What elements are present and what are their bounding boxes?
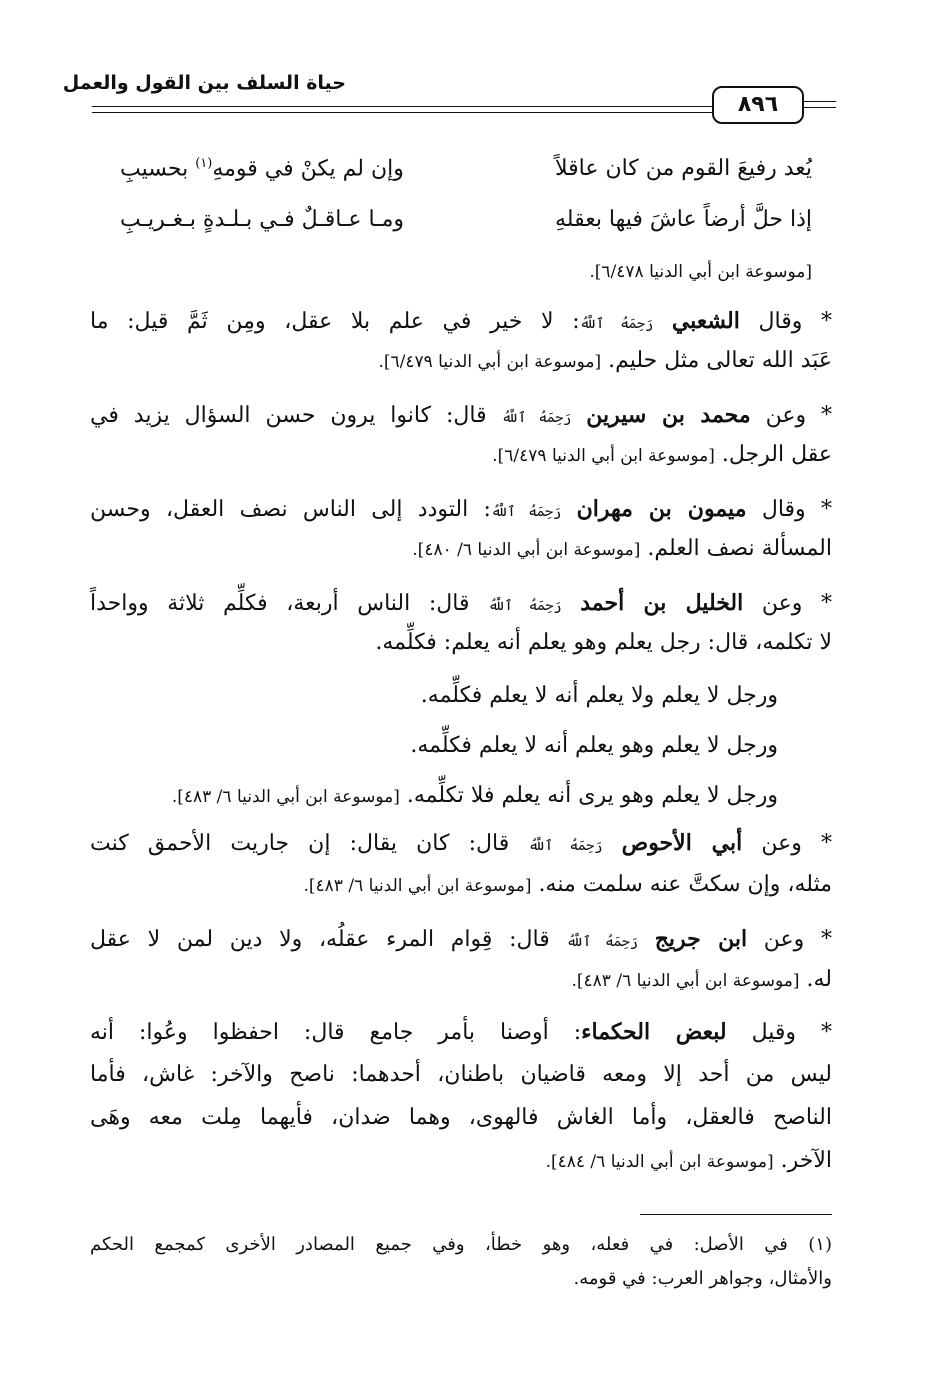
verse-reference: [موسوعة ابن أبي الدنيا ٦/٤٧٨]. <box>589 262 812 282</box>
honorific: رَحِمَهُ ٱللَّهُ <box>579 316 654 332</box>
header-rule <box>800 101 836 102</box>
paragraph-line: الآخر. [موسوعة ابن أبي الدنيا ٦/ ٤٨٤]. <box>545 1148 832 1173</box>
paragraph-line: ليس من أحد إلا ومعه قاضيان باطنان، أحدهما: ناصح والآخر: غاش، فأما <box>90 1062 832 1087</box>
footnote-line: والأمثال، وجواهر العرب: في قومه. <box>573 1268 832 1289</box>
paragraph-line: ورجل لا يعلم ولا يعلم أنه لا يعلم فكلِّمه. <box>420 683 778 708</box>
person-name: محمد بن سيرين <box>586 402 751 428</box>
person-name: لبعض الحكماء <box>581 1019 727 1045</box>
paragraph-line: لا تكلمه، قال: رجل يعلم وهو يعلم أنه يعلم: فكلِّمه. <box>375 630 832 655</box>
honorific: رَحِمَهُ ٱللَّهُ <box>528 838 603 854</box>
paragraph-line: * وعن ابن جريج رَحِمَهُ ٱللَّهُ قال: قِوام المرء عقلُه، ولا دين لمن لا عقل <box>90 926 832 952</box>
paragraph-line: ورجل لا يعلم وهو يرى أنه يعلم فلا تكلِّمه. [موسوعة ابن أبي الدنيا ٦/ ٤٨٣]. <box>171 783 778 808</box>
footnote-line: (١) في الأصل: في فعله، وهو خطأ، وفي جميع المصادر الأخرى كمجمع الحكم <box>90 1234 832 1255</box>
paragraph-line: له. [موسوعة ابن أبي الدنيا ٦/ ٤٨٣]. <box>571 967 832 992</box>
paragraph-line: * وقال ميمون بن مهران رَحِمَهُ ٱللَّهُ: التودد إلى الناس نصف العقل، وحسن <box>90 496 833 522</box>
verse-line-1-second-hemistich: وإن لم يكنْ في قومهِ$^{(١)}$ بحسيبِ <box>120 156 404 182</box>
paragraph-line: عَبَد الله تعالى مثل حليم. [موسوعة ابن أبي الدنيا ٦/٤٧٩]. <box>378 348 832 373</box>
header-rule <box>92 106 712 107</box>
paragraph-line: * وقيل لبعض الحكماء: أوصنا بأمر جامع قال: احفظوا وعُوا: أنه <box>90 1019 832 1045</box>
running-header-title: حياة السلف بين القول والعمل <box>62 72 346 94</box>
person-name: ميمون بن مهران <box>576 496 747 522</box>
source-reference: [موسوعة ابن أبي الدنيا ٦/ ٤٨٤]. <box>545 1152 774 1172</box>
honorific: رَحِمَهُ ٱللَّهُ <box>501 410 572 426</box>
verse-line-2-second-hemistich: ومـا عـاقـلٌ فـي بـلـدةٍ بـغـريـبِ <box>120 207 405 232</box>
verse-line-2-first-hemistich: إذا حلَّ أرضاً عاشَ فيها بعقلهِ <box>555 207 812 232</box>
paragraph-line: ورجل لا يعلم وهو يعلم أنه لا يعلم فكلِّمه. <box>410 733 778 758</box>
paragraph-line: المسألة نصف العلم. [موسوعة ابن أبي الدنيا ٦/ ٤٨٠]. <box>412 536 832 561</box>
paragraph-line: * وقال الشعبي رَحِمَهُ ٱللَّهُ: لا خير في علم بلا عقل، ومِن ثَمَّ قيل: ما <box>90 308 832 334</box>
paragraph-line: عقل الرجل. [موسوعة ابن أبي الدنيا ٦/٤٧٩]. <box>492 442 832 467</box>
honorific: رَحِمَهُ ٱللَّهُ <box>488 598 562 614</box>
paragraph-line: * وعن الخليل بن أحمد رَحِمَهُ ٱللَّهُ قال: الناس أربعة، فكلِّم ثلاثة وواحداً <box>90 590 832 616</box>
paragraph-line: الناصح فالعقل، وأما الغاش فالهوى، وهما ضدان، فأيهما مِلت معه وهَى <box>90 1105 832 1130</box>
person-name: ابن جريج <box>654 926 748 952</box>
person-name: أبي الأحوص <box>621 830 743 856</box>
source-reference: [موسوعة ابن أبي الدنيا ٦/ ٤٨٣]. <box>171 787 400 807</box>
paragraph-line: * وعن محمد بن سيرين رَحِمَهُ ٱللَّهُ قال: كانوا يرون حسن السؤال يزيد في <box>90 402 832 428</box>
header-rule <box>92 112 712 113</box>
paragraph-line: * وعن أبي الأحوص رَحِمَهُ ٱللَّهُ قال: كان يقال: إن جاريت الأحمق كنت <box>90 830 833 856</box>
footnote-marker: (١) <box>195 156 213 171</box>
source-reference: [موسوعة ابن أبي الدنيا ٦/ ٤٨٣]. <box>303 876 532 896</box>
footnote-separator <box>640 1214 832 1215</box>
source-reference: [موسوعة ابن أبي الدنيا ٦/٤٧٩]. <box>492 446 715 466</box>
source-reference: [موسوعة ابن أبي الدنيا ٦/ ٤٨٣]. <box>571 971 800 991</box>
page-number: ٨٩٦ <box>712 86 804 124</box>
person-name: الخليل بن أحمد <box>580 590 744 616</box>
source-reference: [موسوعة ابن أبي الدنيا ٦/ ٤٨٠]. <box>412 540 641 560</box>
header-rule <box>800 107 836 108</box>
verse-line-1-first-hemistich: يُعد رفيعَ القوم من كان عاقلاً <box>554 156 812 181</box>
paragraph-line: مثله، وإن سكتَّ عنه سلمت منه. [موسوعة ابن أبي الدنيا ٦/ ٤٨٣]. <box>303 872 832 897</box>
person-name: الشعبي <box>671 308 740 334</box>
honorific: رَحِمَهُ ٱللَّهُ <box>566 934 638 950</box>
honorific: رَحِمَهُ ٱللَّهُ <box>490 504 562 520</box>
source-reference: [موسوعة ابن أبي الدنيا ٦/٤٧٩]. <box>378 352 602 372</box>
